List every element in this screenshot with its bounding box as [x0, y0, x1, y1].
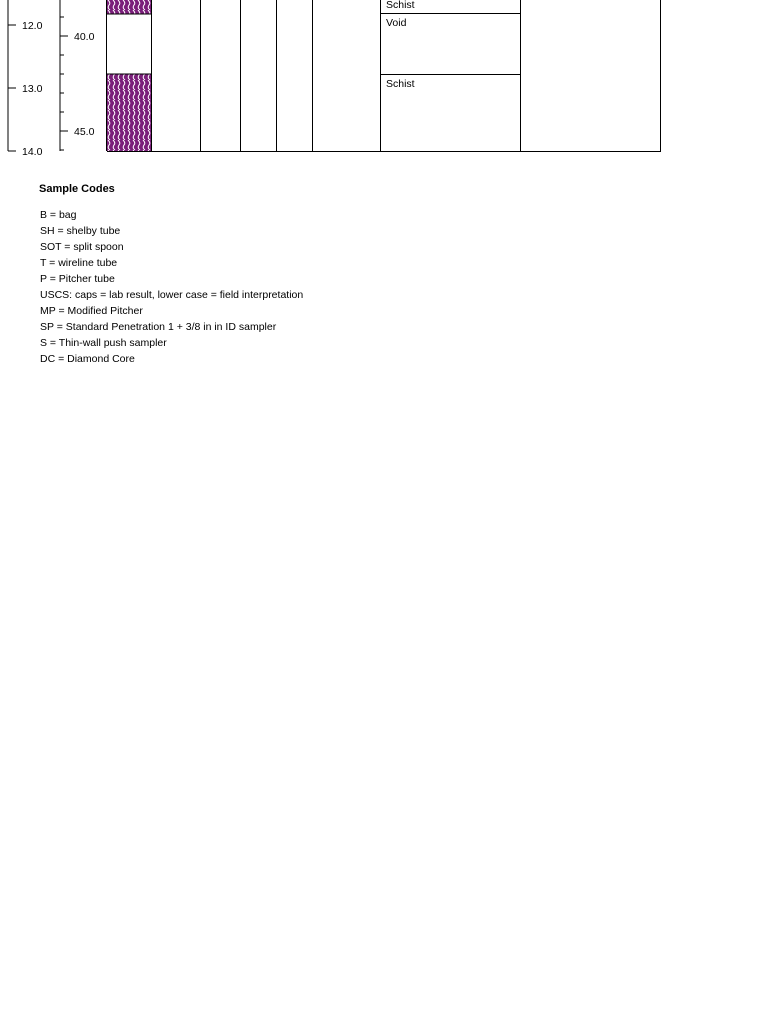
graphic-log-column [107, 0, 152, 151]
schist-pattern-segment [107, 0, 151, 14]
depth-scale-meters [8, 0, 43, 158]
sample-code-item: B = bag [40, 209, 77, 221]
sample-code-item: SH = shelby tube [40, 225, 121, 237]
stratum-description: Schist [386, 0, 415, 11]
sample-code-item: T = wireline tube [40, 257, 118, 269]
depth-scale-feet [60, 0, 95, 151]
sample-code-item: P = Pitcher tube [40, 273, 115, 285]
sample-code-item: S = Thin-wall push sampler [40, 337, 167, 349]
schist-pattern-segment [107, 74, 151, 151]
stratum-description: Void [386, 17, 407, 29]
sample-code-item: SOT = split spoon [40, 241, 124, 253]
sample-codes-title: Sample Codes [39, 183, 115, 195]
depth-label-m: 14.0 [22, 146, 43, 158]
log-table-grid [107, 0, 661, 152]
sample-code-item: DC = Diamond Core [40, 353, 135, 365]
depth-label-m: 13.0 [22, 83, 43, 95]
sample-codes-list [40, 207, 303, 367]
sample-code-item: USCS: caps = lab result, lower case = field interpretation [40, 289, 304, 301]
sample-code-item: SP = Standard Penetration 1 + 3/8 in in ID sampler [40, 321, 277, 333]
stratum-description: Schist [386, 78, 415, 90]
depth-label-m: 12.0 [22, 20, 43, 32]
depth-label-ft: 45.0 [74, 126, 95, 138]
sample-code-item: MP = Modified Pitcher [40, 305, 143, 317]
boring-log-graphic [0, 0, 782, 160]
depth-label-ft: 40.0 [74, 31, 95, 43]
